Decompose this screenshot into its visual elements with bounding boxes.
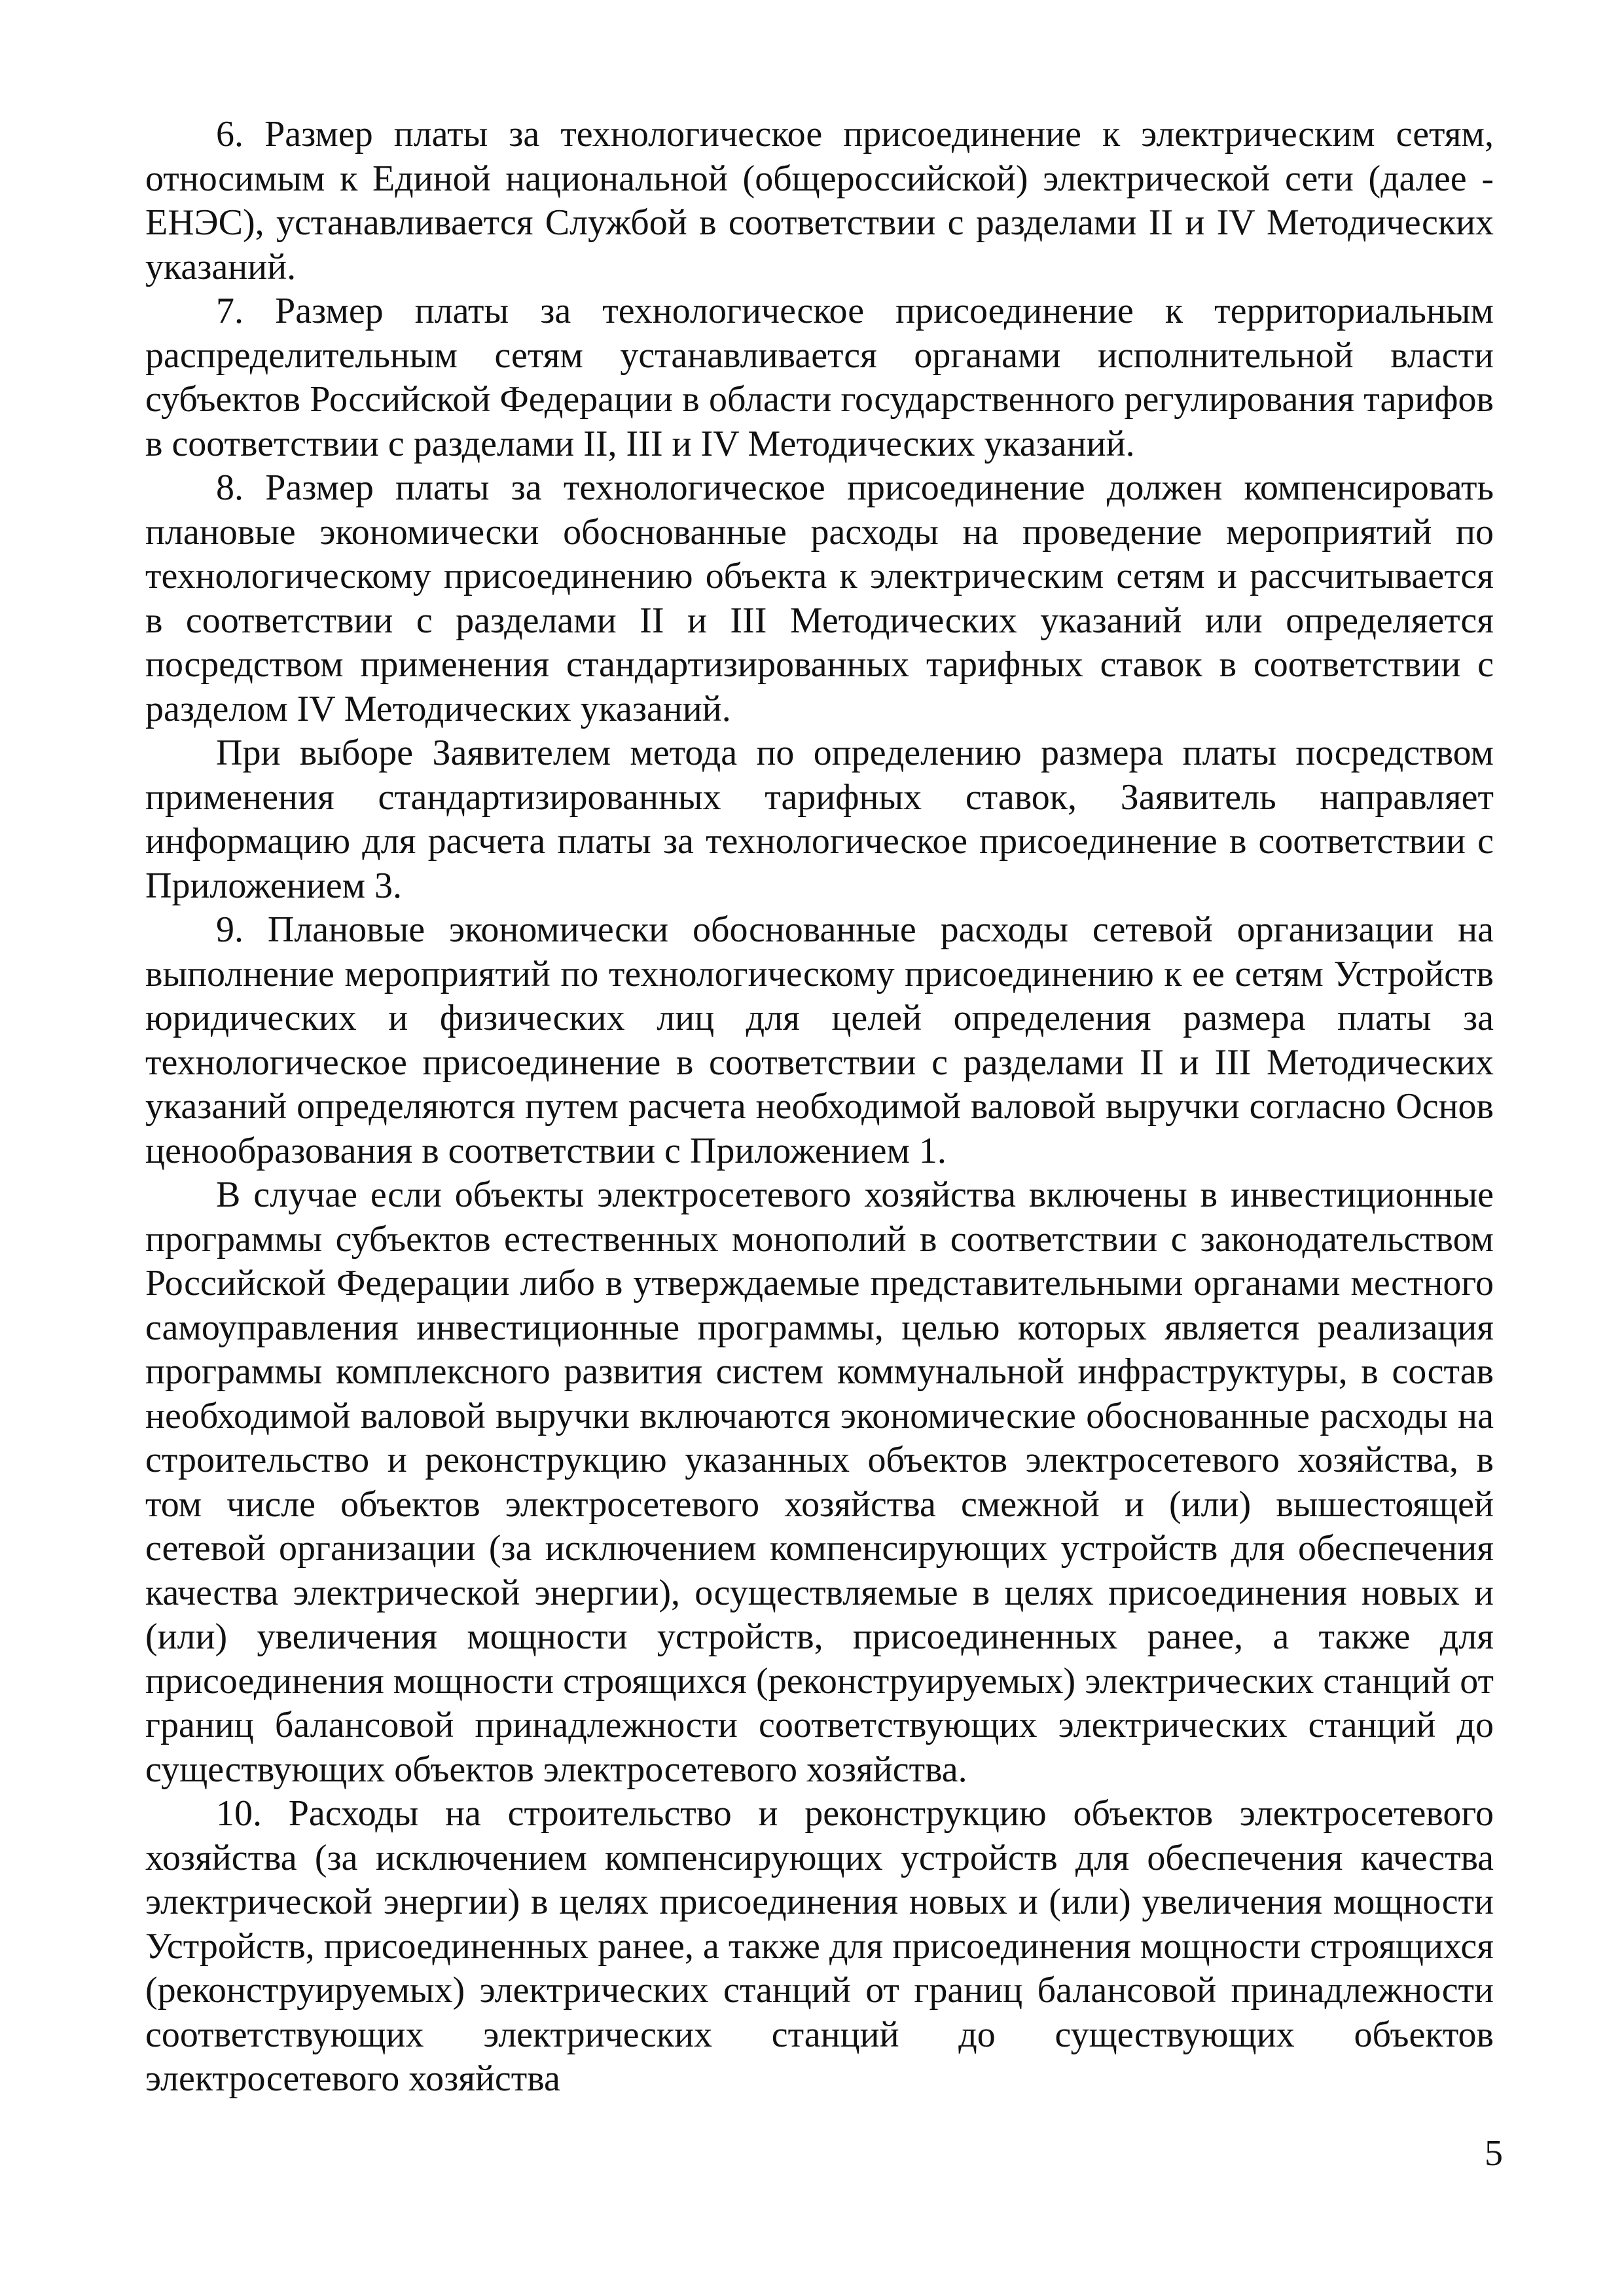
paragraph-6: 6. Размер платы за технологическое присоединение к электрическим сетям, относимым к Единой национальной (общероссийской) электрической сети (далее - ЕНЭС), устанавливается Службой в соответствии с разделами II и IV Методических указаний.	[145, 114, 1494, 287]
paragraph-8-continuation: При выборе Заявителем метода по определению размера платы посредством применения стандартизированных тарифных ставок, Заявитель направляет информацию для расчета платы за технологическое присоединение в соответствии с Приложением 3.	[145, 733, 1494, 906]
paragraph-9-continuation: В случае если объекты электросетевого хозяйства включены в инвестиционные программы субъектов естественных монополий в соответствии с законодательством Российской Федерации либо в утверждаемые представительными органами местного самоуправления инвестиционные программы, целью которых является реализация программы комплексного развития систем коммунальной инфраструктуры, в состав необходимой валовой выручки включаются экономические обоснованные расходы на строительство и реконструкцию указанных объектов электросетевого хозяйства, в том числе объектов электросетевого хозяйства смежной и (или) вышестоящей сетевой организации (за исключением компенсирующих устройств для обеспечения качества электрической энергии), осуществляемые в целях присоединения новых и (или) увеличения мощности устройств, присоединенных ранее, а также для присоединения мощности строящихся (реконструируемых) электрических станций от границ балансовой принадлежности соответствующих электрических станций до существующих объектов электросетевого хозяйства.	[145, 1175, 1494, 1790]
paragraph-10: 10. Расходы на строительство и реконструкцию объектов электросетевого хозяйства (за исключением компенсирующих устройств для обеспечения качества электрической энергии) в целях присоединения новых и (или) увеличения мощности Устройств, присоединенных ранее, а также для присоединения мощности строящихся (реконструируемых) электрических станций от границ балансовой принадлежности соответствующих электрических станций до существующих объектов электросетевого хозяйства	[145, 1793, 1494, 2099]
paragraph-9: 9. Плановые экономически обоснованные расходы сетевой организации на выполнение мероприятий по технологическому присоединению к ее сетям Устройств юридических и физических лиц для целей определения размера платы за технологическое присоединение в соответствии с разделами II и III Методических указаний определяются путем расчета необходимой валовой выручки согласно Основ ценообразования в соответствии с Приложением 1.	[145, 909, 1494, 1171]
paragraph-8: 8. Размер платы за технологическое присоединение должен компенсировать плановые экономически обоснованные расходы на проведение мероприятий по технологическому присоединению объекта к электрическим сетям и рассчитывается в соответствии с разделами II и III Методических указаний или определяется посредством применения стандартизированных тарифных ставок в соответствии с разделом IV Методических указаний.	[145, 467, 1494, 729]
document-body	[145, 113, 1494, 2102]
page-number: 5	[1485, 2133, 1503, 2174]
paragraph-7: 7. Размер платы за технологическое присоединение к территориальным распределительным сетям устанавливается органами исполнительной власти субъектов Российской Федерации в области государственного регулирования тарифов в соответствии с разделами II, III и IV Методических указаний.	[145, 291, 1494, 464]
